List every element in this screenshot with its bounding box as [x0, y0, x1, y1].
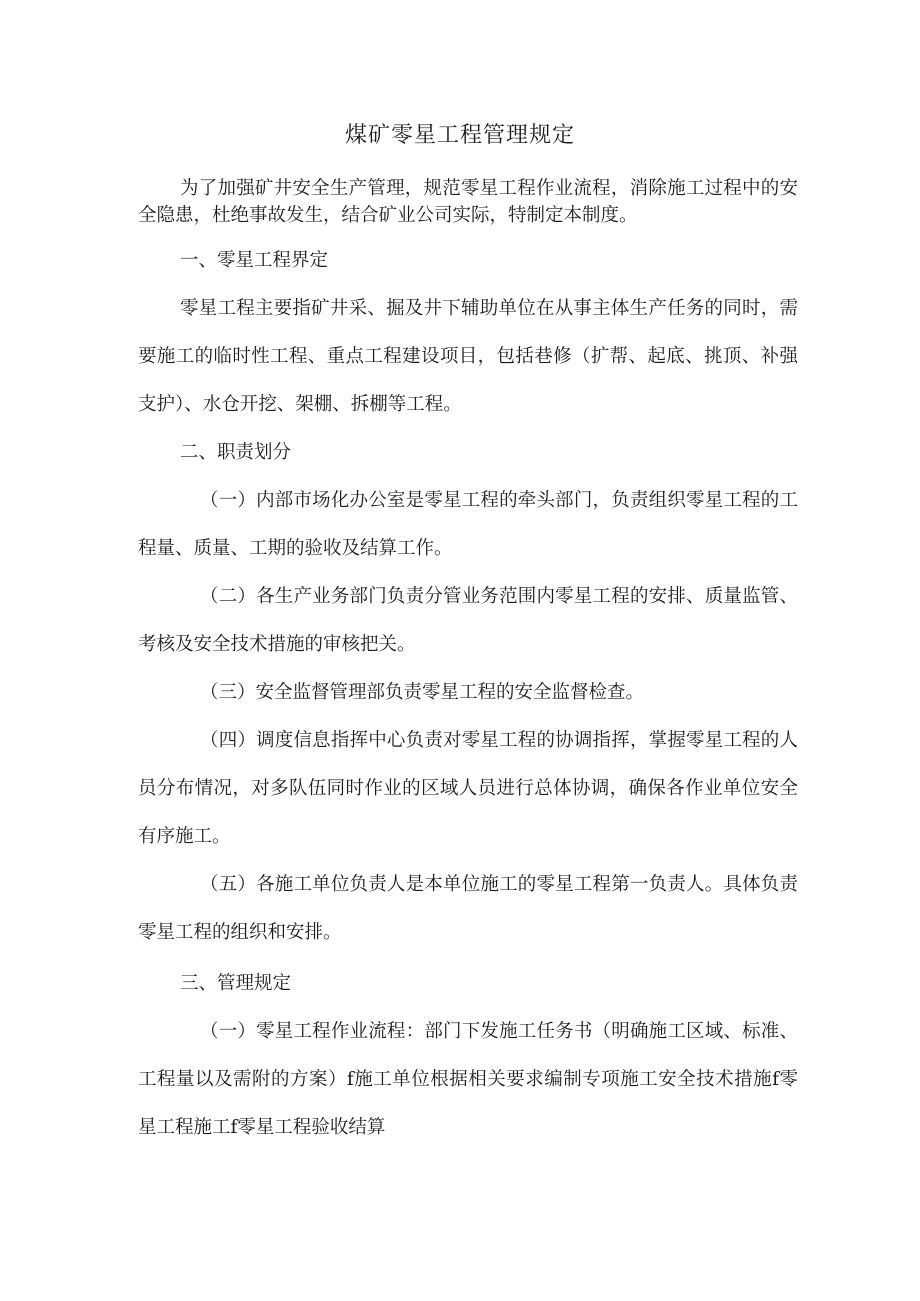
section1-paragraph: 零星工程主要指矿井采、掘及井下辅助单位在从事主体生产任务的同时，需要施工的临时性工程、重点工程建设项目，包括巷修（扩帮、起底、挑顶、补强支护）、水仓开挖、架棚、拆棚等工程。 [138, 298, 798, 415]
document-title: 煤矿零星工程管理规定 [344, 123, 575, 148]
section2-item-5: （五）各施工单位负责人是本单位施工的零星工程第一负责人。具体负责零星工程的组织和安排。 [138, 874, 798, 943]
section2-item-2: （二）各生产业务部门负责分管业务范围内零星工程的安排、质量监管、考核及安全技术措施的审核把关。 [138, 586, 798, 655]
section2-item-1: （一）内部市场化办公室是零星工程的牵头部门，负责组织零星工程的工程量、质量、工期的验收及结算工作。 [138, 490, 798, 559]
section2-item-3: （三）安全监督管理部负责零星工程的安全监督检查。 [200, 682, 645, 703]
intro-paragraph: 为了加强矿井安全生产管理，规范零星工程作业流程，消除施工过程中的安全隐患，杜绝事故发生，结合矿业公司实际，特制定本制度。 [138, 178, 798, 226]
section3-item-1: （一）零星工程作业流程：部门下发施工任务书（明确施工区域、标准、工程量以及需附的方案）f施工单位根据相关要求编制专项施工安全技术措施f零星工程施工f零星工程验收结算 [138, 1021, 798, 1138]
section-heading-2: 二、职责划分 [180, 442, 292, 463]
section2-item-4: （四）调度信息指挥中心负责对零星工程的协调指挥，掌握零星工程的人员分布情况，对多队伍同时作业的区域人员进行总体协调，确保各作业单位安全有序施工。 [138, 730, 798, 847]
section-heading-3: 三、管理规定 [180, 973, 292, 994]
section-heading-1: 一、零星工程界定 [180, 250, 329, 271]
